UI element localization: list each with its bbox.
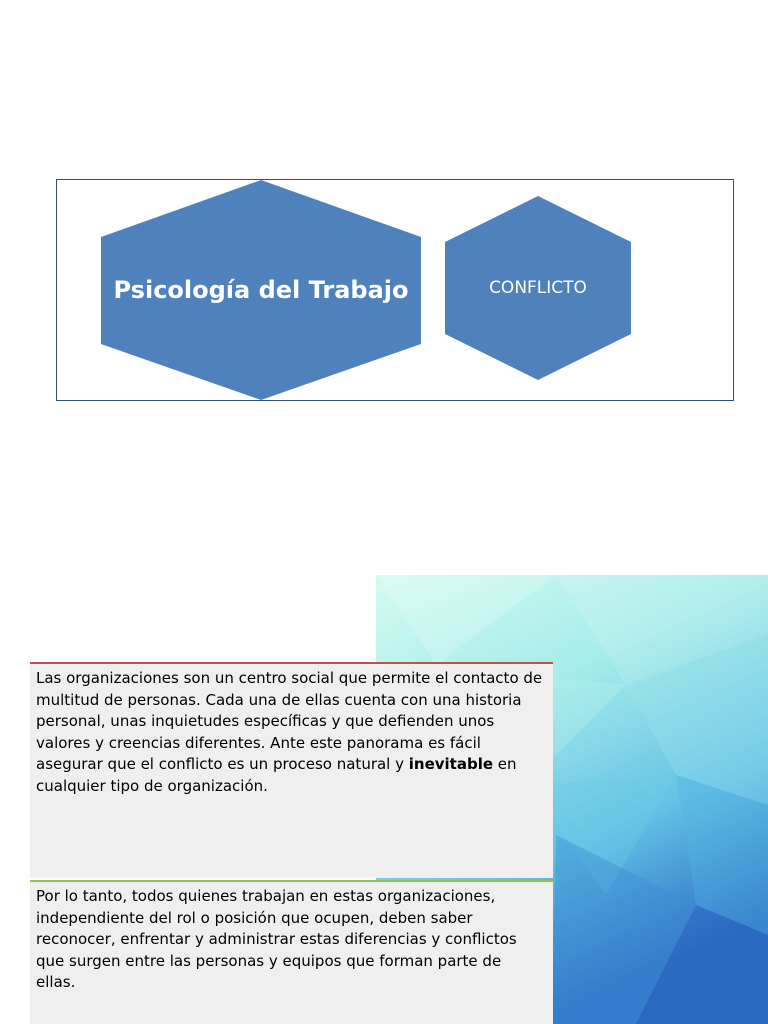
main-hexagon-label: Psicología del Trabajo <box>113 276 409 304</box>
conflicto-hexagon-label: CONFLICTO <box>489 278 587 298</box>
panel-text-end: en cualquier tipo de organización. <box>36 755 517 795</box>
panel-text-intro: Las organizaciones son un centro social que permite el contacto de multitud de personas. Cada una de ellas cuenta con una historia personal, unas inquietudes específicas y que defienden unos valores y creencias diferentes. Ante este panorama es fácil asegurar que el conflicto es un proceso natural y <box>36 669 543 773</box>
text-panel-organizaciones <box>30 662 553 878</box>
text-panel-por-lo-tanto <box>30 880 553 1024</box>
panel-text-conclusion: Por lo tanto, todos quienes trabajan en estas organizaciones, independiente del rol o posición que ocupen, deben saber reconocer, enfrentar y administrar estas diferencias y conflictos que surgen entre las personas y equipos que forman parte de ellas. <box>36 887 517 991</box>
panel-text-bold: inevitable <box>408 755 494 773</box>
